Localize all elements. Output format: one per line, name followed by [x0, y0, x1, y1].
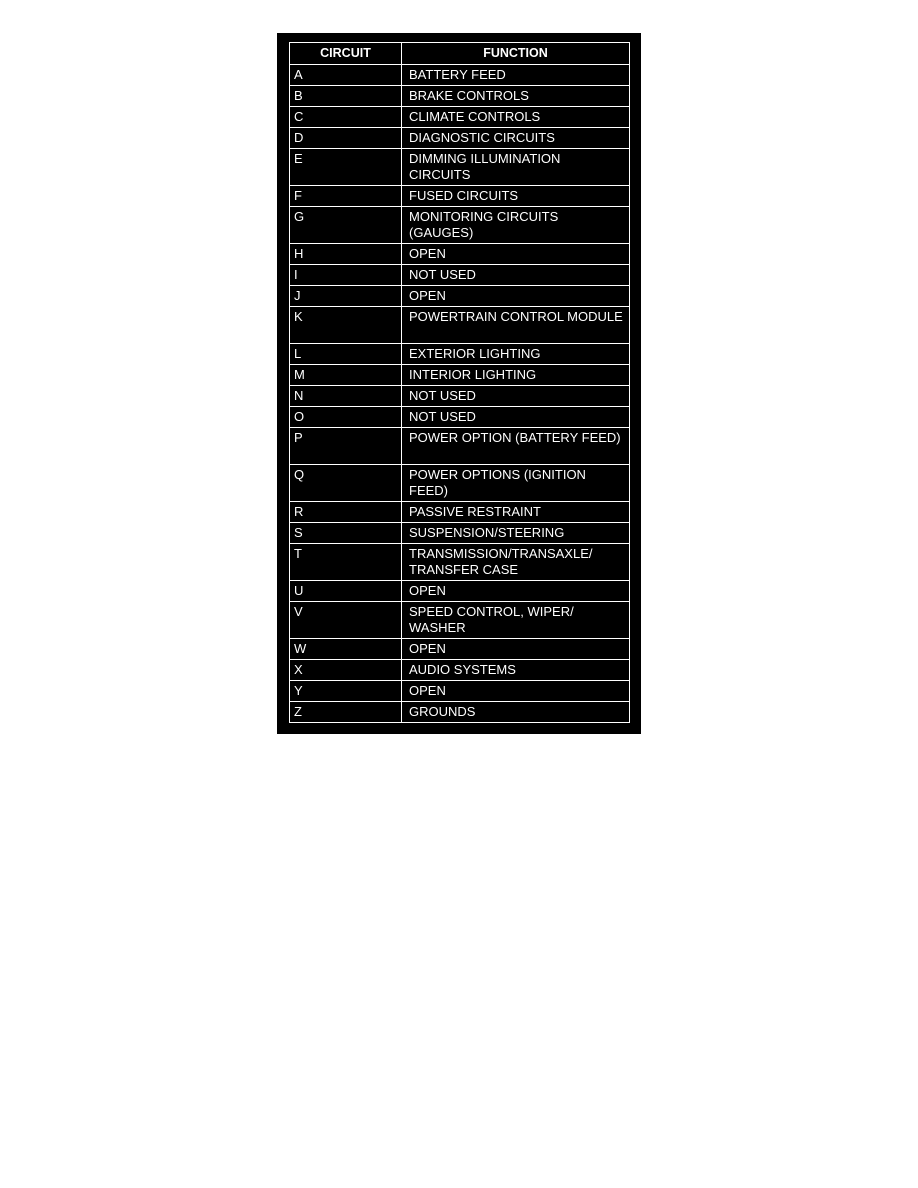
circuit-function-table	[289, 42, 630, 723]
circuit-code: Y	[290, 681, 402, 702]
circuit-function: FUSED CIRCUITS	[402, 186, 630, 207]
table-row	[290, 65, 630, 86]
circuit-code: C	[290, 107, 402, 128]
table-row	[290, 286, 630, 307]
circuit-code: F	[290, 186, 402, 207]
circuit-function: OPEN	[402, 286, 630, 307]
circuit-function: NOT USED	[402, 265, 630, 286]
circuit-code: H	[290, 244, 402, 265]
circuit-function: BATTERY FEED	[402, 65, 630, 86]
circuit-code: P	[290, 428, 402, 465]
circuit-code: X	[290, 660, 402, 681]
circuit-code: A	[290, 65, 402, 86]
circuit-code: O	[290, 407, 402, 428]
table-row	[290, 86, 630, 107]
circuit-function: SPEED CONTROL, WIPER/ WASHER	[402, 602, 630, 639]
table-row	[290, 465, 630, 502]
table-row	[290, 244, 630, 265]
circuit-function: EXTERIOR LIGHTING	[402, 344, 630, 365]
circuit-code: M	[290, 365, 402, 386]
circuit-code: T	[290, 544, 402, 581]
table-row	[290, 365, 630, 386]
circuit-function: CLIMATE CONTROLS	[402, 107, 630, 128]
table-row	[290, 428, 630, 465]
circuit-code: J	[290, 286, 402, 307]
table-row	[290, 602, 630, 639]
circuit-code: L	[290, 344, 402, 365]
circuit-function: GROUNDS	[402, 702, 630, 723]
table-row	[290, 681, 630, 702]
circuit-function: AUDIO SYSTEMS	[402, 660, 630, 681]
circuit-code: D	[290, 128, 402, 149]
circuit-function: DIAGNOSTIC CIRCUITS	[402, 128, 630, 149]
circuit-function: SUSPENSION/STEERING	[402, 523, 630, 544]
column-header-circuit: CIRCUIT	[290, 43, 402, 65]
table-row	[290, 502, 630, 523]
circuit-code: W	[290, 639, 402, 660]
circuit-function: BRAKE CONTROLS	[402, 86, 630, 107]
circuit-code: I	[290, 265, 402, 286]
table-row	[290, 207, 630, 244]
circuit-code: B	[290, 86, 402, 107]
circuit-code: N	[290, 386, 402, 407]
table-row	[290, 544, 630, 581]
circuit-function: OPEN	[402, 581, 630, 602]
table-row	[290, 702, 630, 723]
table-row	[290, 386, 630, 407]
table-row	[290, 407, 630, 428]
table-row	[290, 107, 630, 128]
circuit-code: K	[290, 307, 402, 344]
circuit-function: TRANSMISSION/TRANSAXLE/ TRANSFER CASE	[402, 544, 630, 581]
circuit-function: POWER OPTIONS (IGNITION FEED)	[402, 465, 630, 502]
circuit-code: E	[290, 149, 402, 186]
table-row	[290, 307, 630, 344]
circuit-function: PASSIVE RESTRAINT	[402, 502, 630, 523]
table-row	[290, 581, 630, 602]
table-row	[290, 639, 630, 660]
circuit-code: V	[290, 602, 402, 639]
circuit-code: U	[290, 581, 402, 602]
circuit-function: OPEN	[402, 681, 630, 702]
circuit-code: Z	[290, 702, 402, 723]
table-row	[290, 344, 630, 365]
column-header-function: FUNCTION	[402, 43, 630, 65]
circuit-function: OPEN	[402, 639, 630, 660]
circuit-function: POWER OPTION (BATTERY FEED)	[402, 428, 630, 465]
circuit-function-panel	[277, 33, 641, 734]
circuit-function: INTERIOR LIGHTING	[402, 365, 630, 386]
circuit-function: NOT USED	[402, 386, 630, 407]
circuit-function: DIMMING ILLUMINATION CIRCUITS	[402, 149, 630, 186]
table-header-row	[290, 43, 630, 65]
circuit-function: POWERTRAIN CONTROL MODULE	[402, 307, 630, 344]
table-row	[290, 523, 630, 544]
table-row	[290, 128, 630, 149]
circuit-function: MONITORING CIRCUITS (GAUGES)	[402, 207, 630, 244]
table-row	[290, 149, 630, 186]
circuit-function: NOT USED	[402, 407, 630, 428]
circuit-code: G	[290, 207, 402, 244]
table-row	[290, 265, 630, 286]
circuit-code: S	[290, 523, 402, 544]
circuit-code: R	[290, 502, 402, 523]
table-row	[290, 660, 630, 681]
circuit-code: Q	[290, 465, 402, 502]
table-row	[290, 186, 630, 207]
circuit-function: OPEN	[402, 244, 630, 265]
